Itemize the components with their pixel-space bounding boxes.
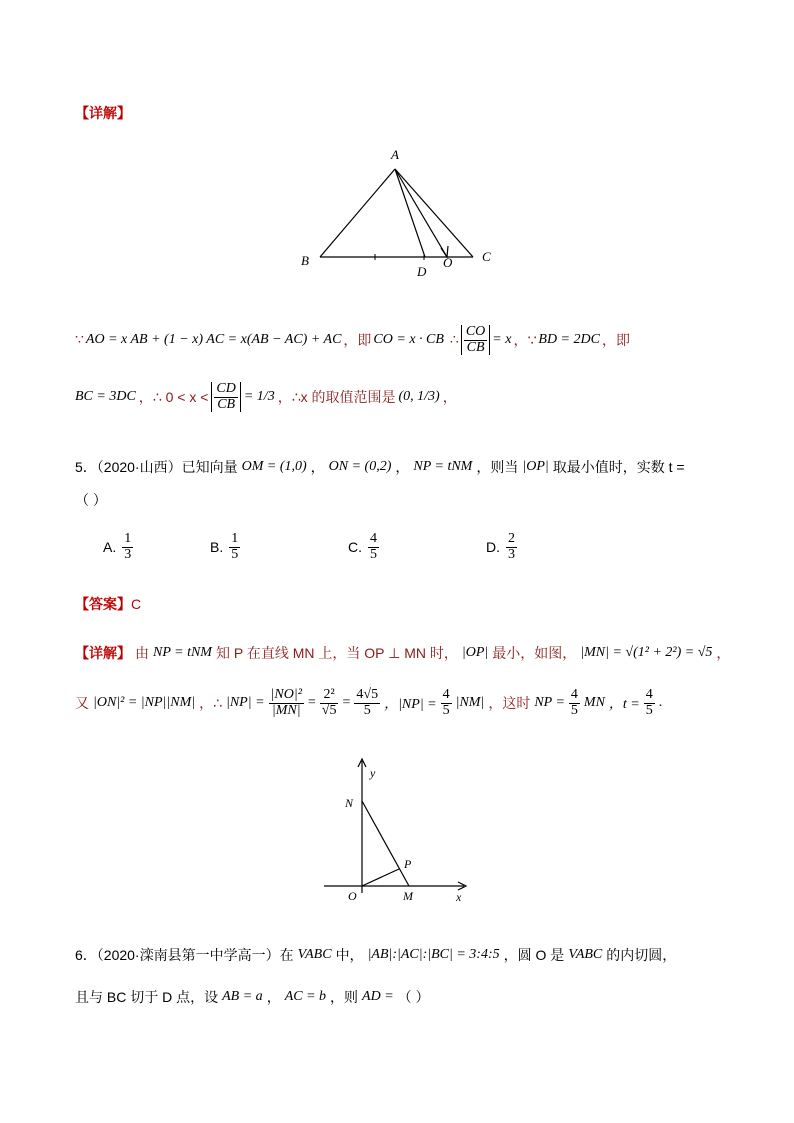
label-d: D bbox=[417, 264, 427, 279]
svg-text:P: P bbox=[404, 857, 412, 871]
label-o: O bbox=[443, 255, 453, 270]
svg-text:y: y bbox=[370, 766, 376, 780]
q5-paren: （ ） bbox=[75, 492, 107, 508]
q6-line-2: 且与 BC 切于 D 点，设 AB = a ， AC = b ，则 AD = （ ） bbox=[75, 989, 430, 1005]
edge-ab bbox=[320, 169, 395, 257]
range-interval: (0, 1/3) bbox=[398, 389, 440, 404]
segment-op bbox=[362, 869, 399, 886]
edge-ac bbox=[395, 169, 473, 257]
label-c: C bbox=[482, 249, 491, 264]
q5-answer: 【答案】C bbox=[75, 596, 142, 612]
q6-line-1: 6．（2020·滦南县第一中学高一）在 VABC 中， |AB|:|AC|:|BC| = 3:4:5 ，圆 O 是 VABC 的内切圆， bbox=[75, 947, 677, 963]
solution-line-1: ∵ AO = x AB + (1 − x) AC = x(AB − AC) + AC ，即 CO = x · CB ∴ $\frac{CO}{CB}$ = x ，∵ BD = 2DC ，即 bbox=[75, 323, 630, 355]
coordinate-figure bbox=[318, 755, 478, 905]
svg-text:O: O bbox=[348, 889, 357, 903]
q5-option-b[interactable]: B. $\frac{1}{5}$ bbox=[210, 531, 239, 562]
q5-detail-line-1: 【详解】 由 NP = tNM 知 P 在直线 MN 上，当 OP ⊥ MN 时， |OP| 最小，如图， |MN| = √(1² + 2²) = √5 ， bbox=[75, 645, 731, 661]
svg-text:N: N bbox=[345, 796, 354, 810]
triangle-figure bbox=[295, 145, 505, 280]
q5-option-a[interactable]: A. $\frac{1}{3}$ bbox=[103, 531, 132, 562]
svg-text:M: M bbox=[403, 889, 413, 903]
ratio-cd-cb: $\frac{CD}{CB}$ bbox=[211, 382, 240, 412]
svg-text:x: x bbox=[456, 890, 462, 904]
eq-bc: BC = 3DC bbox=[75, 389, 136, 404]
eq-co: CO = x · CB bbox=[373, 332, 444, 347]
ratio-co-cb: $\frac{CO}{CB}$ bbox=[461, 325, 490, 355]
eq-bd: BD = 2DC bbox=[538, 332, 600, 347]
q5-stem: 5．（2020·山西）已知向量 OM = (1,0) ， ON = (0,2) ， NP = tNM ，则当 |OP| 取最小值时，实数 t = bbox=[75, 459, 685, 475]
eq-ao: AO = x AB + (1 − x) AC = x(AB − AC) + AC bbox=[85, 332, 342, 347]
detail-header: 【详解】 bbox=[75, 105, 131, 121]
solution-line-2: BC = 3DC ，∴ 0 < x < $\frac{CD}{CB}$ = 1/3 ，∴x 的取值范围是 (0, 1/3) ， bbox=[75, 380, 457, 412]
q5-detail-line-2: 又 |ON|² = |NP||NM| ，∴ |NP| = $\frac{\text{|NO|²}}{|MN|}$ = $\frac{\text{2²}}{√5}$ = $\frac{4√5}{5}$ ，|NP| = $\frac{4}{5}$ |NM| ，这时 NP = $\frac{4}{5}$ MN ，t = $\frac{4}{5}$ . bbox=[75, 686, 663, 718]
label-a: A bbox=[391, 147, 399, 162]
label-b: B bbox=[301, 253, 309, 268]
q5-option-d[interactable]: D. $\frac{2}{3}$ bbox=[486, 531, 515, 562]
q5-option-c[interactable]: C. $\frac{4}{5}$ bbox=[348, 531, 377, 562]
segment-nm bbox=[362, 801, 409, 886]
